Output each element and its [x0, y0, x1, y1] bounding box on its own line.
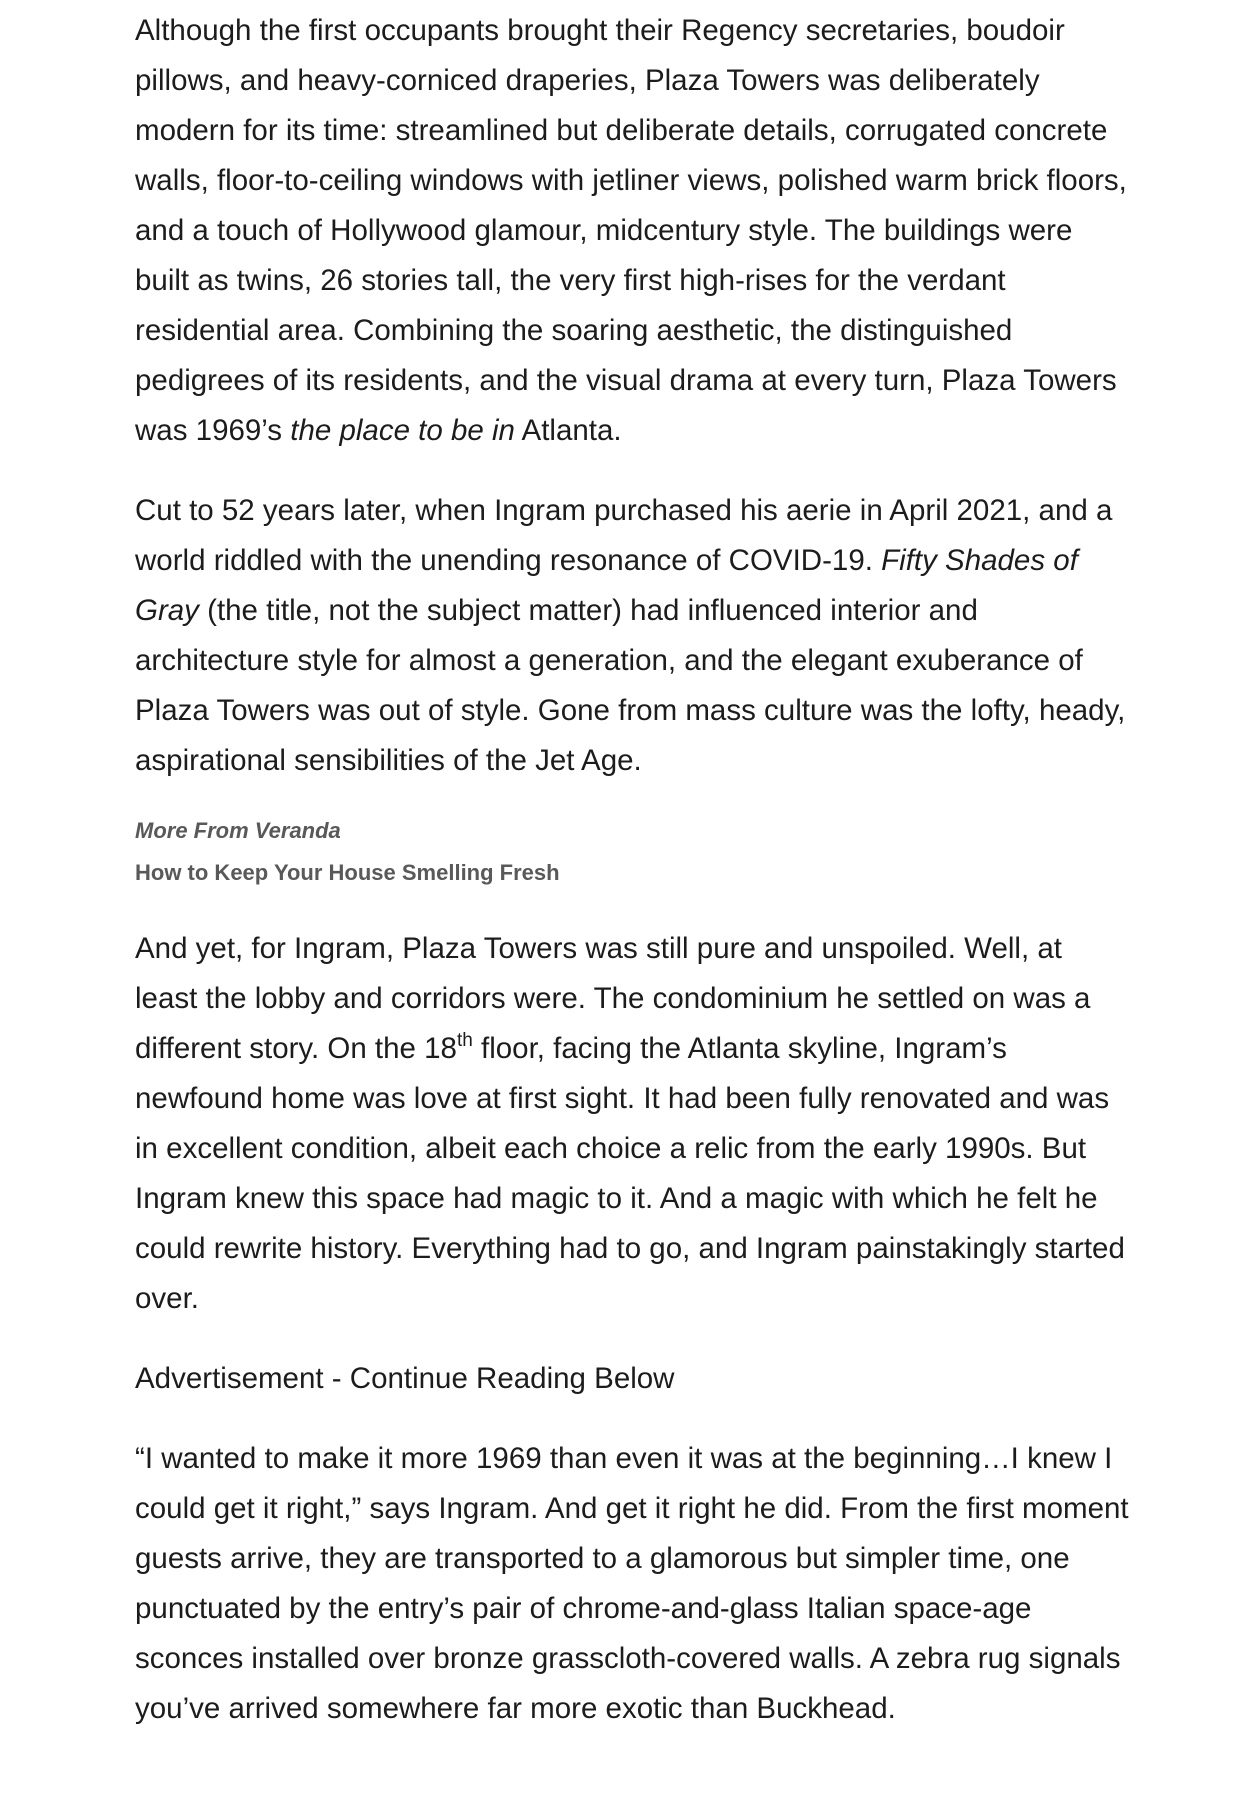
paragraph-text: And yet, for Ingram, Plaza Towers was still pure and unspoiled. Well, at least the lobby and corridors were. The condominium he settled on was a different story. On the 18 [135, 932, 1091, 1065]
italic-title: Fifty Shades of Gray [135, 544, 1078, 627]
related-content-module [135, 816, 1130, 888]
paragraph-plaza-towers-history [135, 6, 1130, 456]
paragraph-and-yet [135, 924, 1130, 1324]
paragraph-52-years-later [135, 486, 1130, 786]
paragraph-text: (the title, not the subject matter) had influenced interior and architecture style for almost a generation, and the elegant exuberance of Plaza Towers was out of style. Gone from mass culture was the lofty, heady, aspirational sensibilities of the Jet Age. [135, 594, 1126, 777]
paragraph-text: Cut to 52 years later, when Ingram purchased his aerie in April 2021, and a world riddled with the unending resonance of COVID-19. [135, 494, 1113, 577]
paragraph-text: floor, facing the Atlanta skyline, Ingram’s newfound home was love at first sight. It had been fully renovated and was in excellent condition, albeit each choice a relic from the early 1990s. But Ingram knew this space had magic to it. And a magic with which he felt he could rewrite history. Everything had to go, and Ingram painstakingly started over. [135, 1032, 1125, 1315]
related-article-link[interactable]: How to Keep Your House Smelling Fresh [135, 860, 560, 885]
advertisement-label: Advertisement - Continue Reading Below [135, 1362, 675, 1395]
paragraph-text: Although the first occupants brought their Regency secretaries, boudoir pillows, and heavy-corniced draperies, Plaza Towers was deliberately modern for its time: streamlined but deliberate details, corrugated concrete walls, floor-to-ceiling windows with jetliner views, polished warm brick floors, and a touch of Hollywood glamour, midcentury style. The buildings were built as twins, 26 stories tall, the very first high-rises for the verdant residential area. Combining the soaring aesthetic, the distinguished pedigrees of its residents, and the visual drama at every turn, Plaza Towers was 1969’s [135, 14, 1127, 447]
ordinal-suffix: th [456, 1030, 473, 1051]
paragraph-quote: “I wanted to make it more 1969 than even it was at the beginning…I knew I could get it right,” says Ingram. And get it right he did. From the first moment guests arrive, they are transported to a glamorous but simpler time, one punctuated by the entry’s pair of chrome-and-glass Italian space-age sconces installed over bronze grasscloth-covered walls. A zebra rug signals you’ve arrived somewhere far more exotic than Buckhead. [135, 1442, 1129, 1725]
paragraph-text: Atlanta. [514, 414, 622, 447]
italic-phrase: the place to be in [290, 414, 515, 447]
related-kicker: More From Veranda [135, 818, 341, 843]
article-body [135, 6, 1130, 1764]
